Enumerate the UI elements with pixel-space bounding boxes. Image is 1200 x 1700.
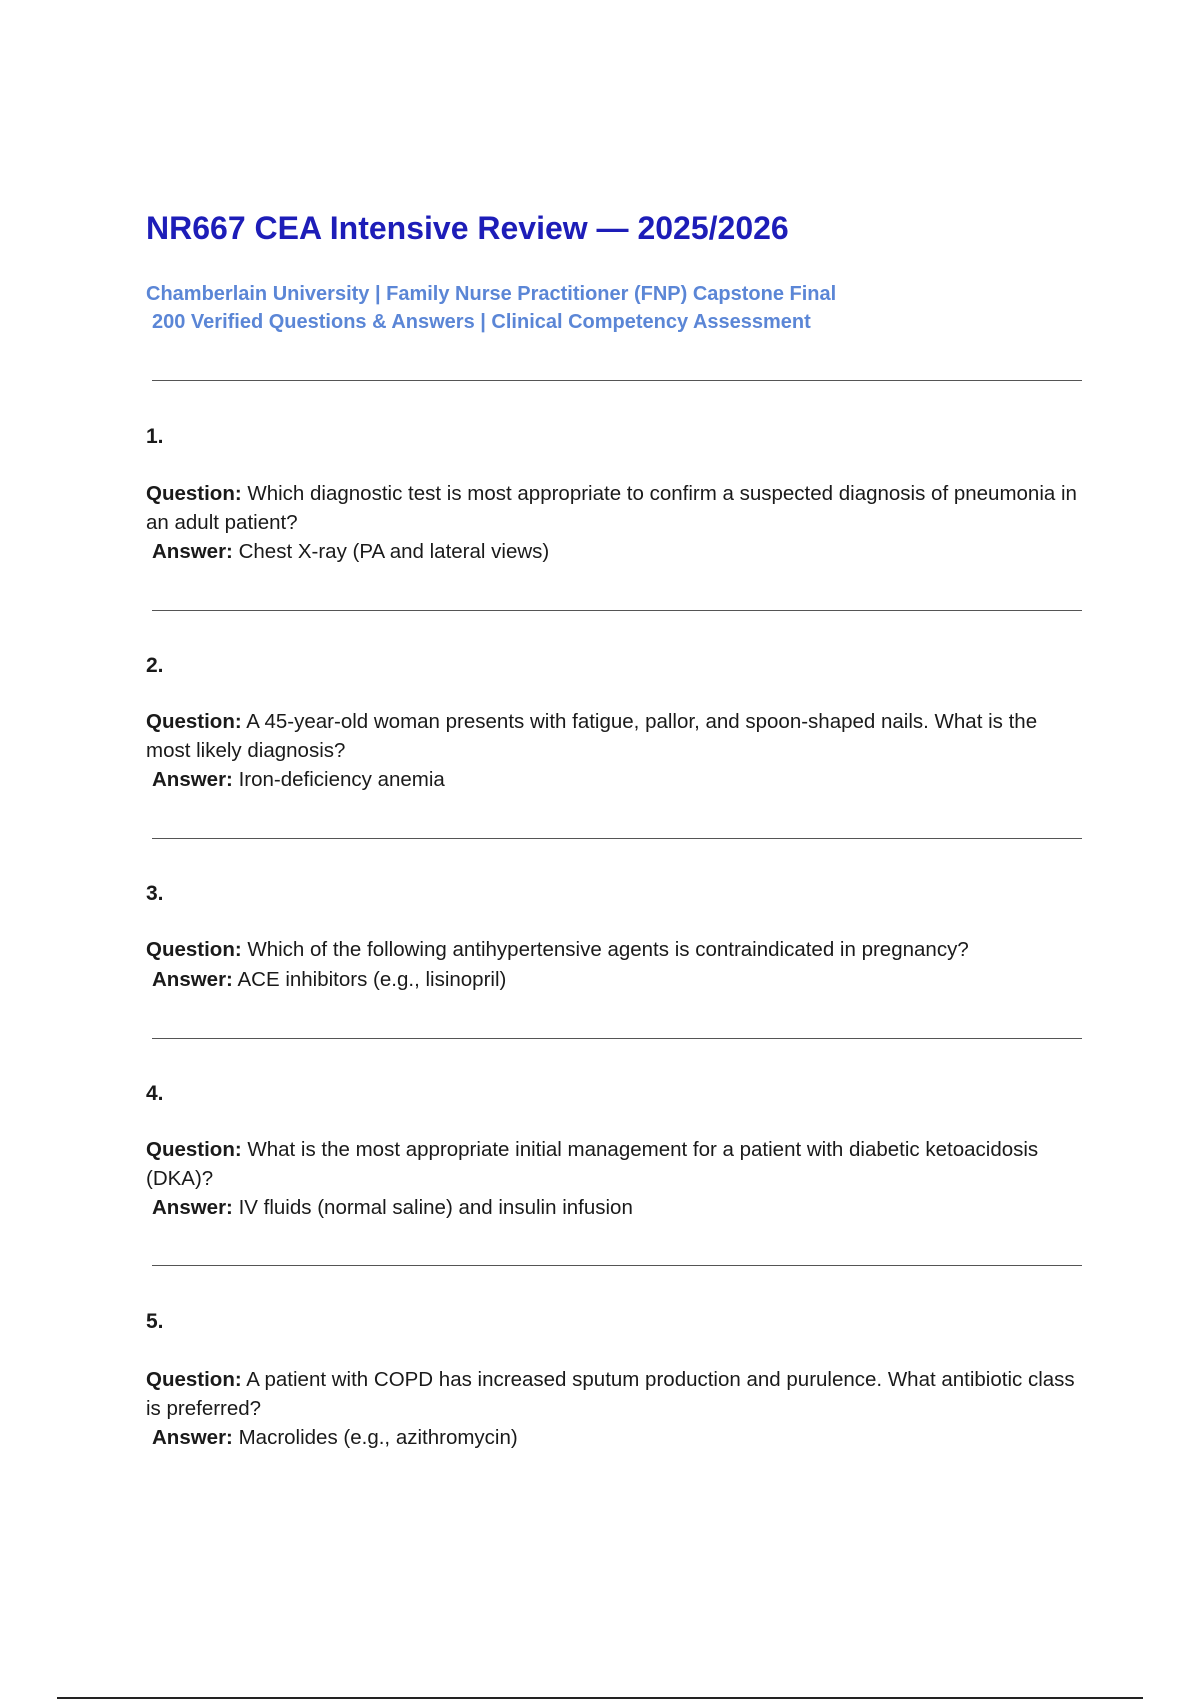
page-bottom-border <box>57 1697 1143 1699</box>
question-number: 4. <box>146 1082 164 1105</box>
answer-text <box>152 1423 1082 1452</box>
answer-text <box>152 965 1082 994</box>
answer-body: IV fluids (normal saline) and insulin infusion <box>238 1196 633 1219</box>
question-number: 3. <box>146 882 164 905</box>
answer-label: Answer: <box>152 1426 233 1449</box>
answer-label: Answer: <box>152 768 233 791</box>
answer-body: Macrolides (e.g., azithromycin) <box>238 1426 518 1449</box>
document-subtitle-line-2: 200 Verified Questions & Answers | Clinical Competency Assessment <box>152 311 811 333</box>
answer-label: Answer: <box>152 1196 233 1219</box>
answer-label: Answer: <box>152 968 233 991</box>
question-label: Question: <box>146 1368 242 1391</box>
document-title: NR667 CEA Intensive Review — 2025/2026 <box>146 210 789 246</box>
question-text <box>146 707 1086 765</box>
section-divider <box>152 1265 1082 1266</box>
answer-text <box>152 765 1082 794</box>
answer-text <box>152 1193 1082 1222</box>
answer-body: Iron-deficiency anemia <box>238 768 445 791</box>
question-body: Which of the following antihypertensive agents is contraindicated in pregnancy? <box>247 938 969 961</box>
question-text <box>146 1135 1086 1193</box>
question-label: Question: <box>146 482 242 505</box>
question-body: What is the most appropriate initial management for a patient with diabetic ketoacidosis (DKA)? <box>146 1138 1039 1190</box>
document-subtitle-line-1: Chamberlain University | Family Nurse Practitioner (FNP) Capstone Final <box>146 283 837 305</box>
question-label: Question: <box>146 710 242 733</box>
section-divider <box>152 1038 1082 1039</box>
section-divider <box>152 838 1082 839</box>
question-number: 2. <box>146 654 164 677</box>
answer-body: ACE inhibitors (e.g., lisinopril) <box>237 968 507 991</box>
question-label: Question: <box>146 938 242 961</box>
answer-body: Chest X-ray (PA and lateral views) <box>238 540 550 563</box>
question-text <box>146 479 1086 537</box>
question-text <box>146 935 1086 964</box>
question-body: A patient with COPD has increased sputum production and purulence. What antibiotic class is preferred? <box>146 1368 1075 1420</box>
answer-label: Answer: <box>152 540 233 563</box>
question-text <box>146 1365 1086 1423</box>
section-divider <box>152 380 1082 381</box>
answer-text <box>152 537 1082 566</box>
question-number: 1. <box>146 425 164 448</box>
question-body: A 45-year-old woman presents with fatigue, pallor, and spoon-shaped nails. What is the most likely diagnosis? <box>146 710 1038 762</box>
question-number: 5. <box>146 1310 164 1333</box>
section-divider <box>152 610 1082 611</box>
question-label: Question: <box>146 1138 242 1161</box>
question-body: Which diagnostic test is most appropriate to confirm a suspected diagnosis of pneumonia in an adult patient? <box>146 482 1077 534</box>
